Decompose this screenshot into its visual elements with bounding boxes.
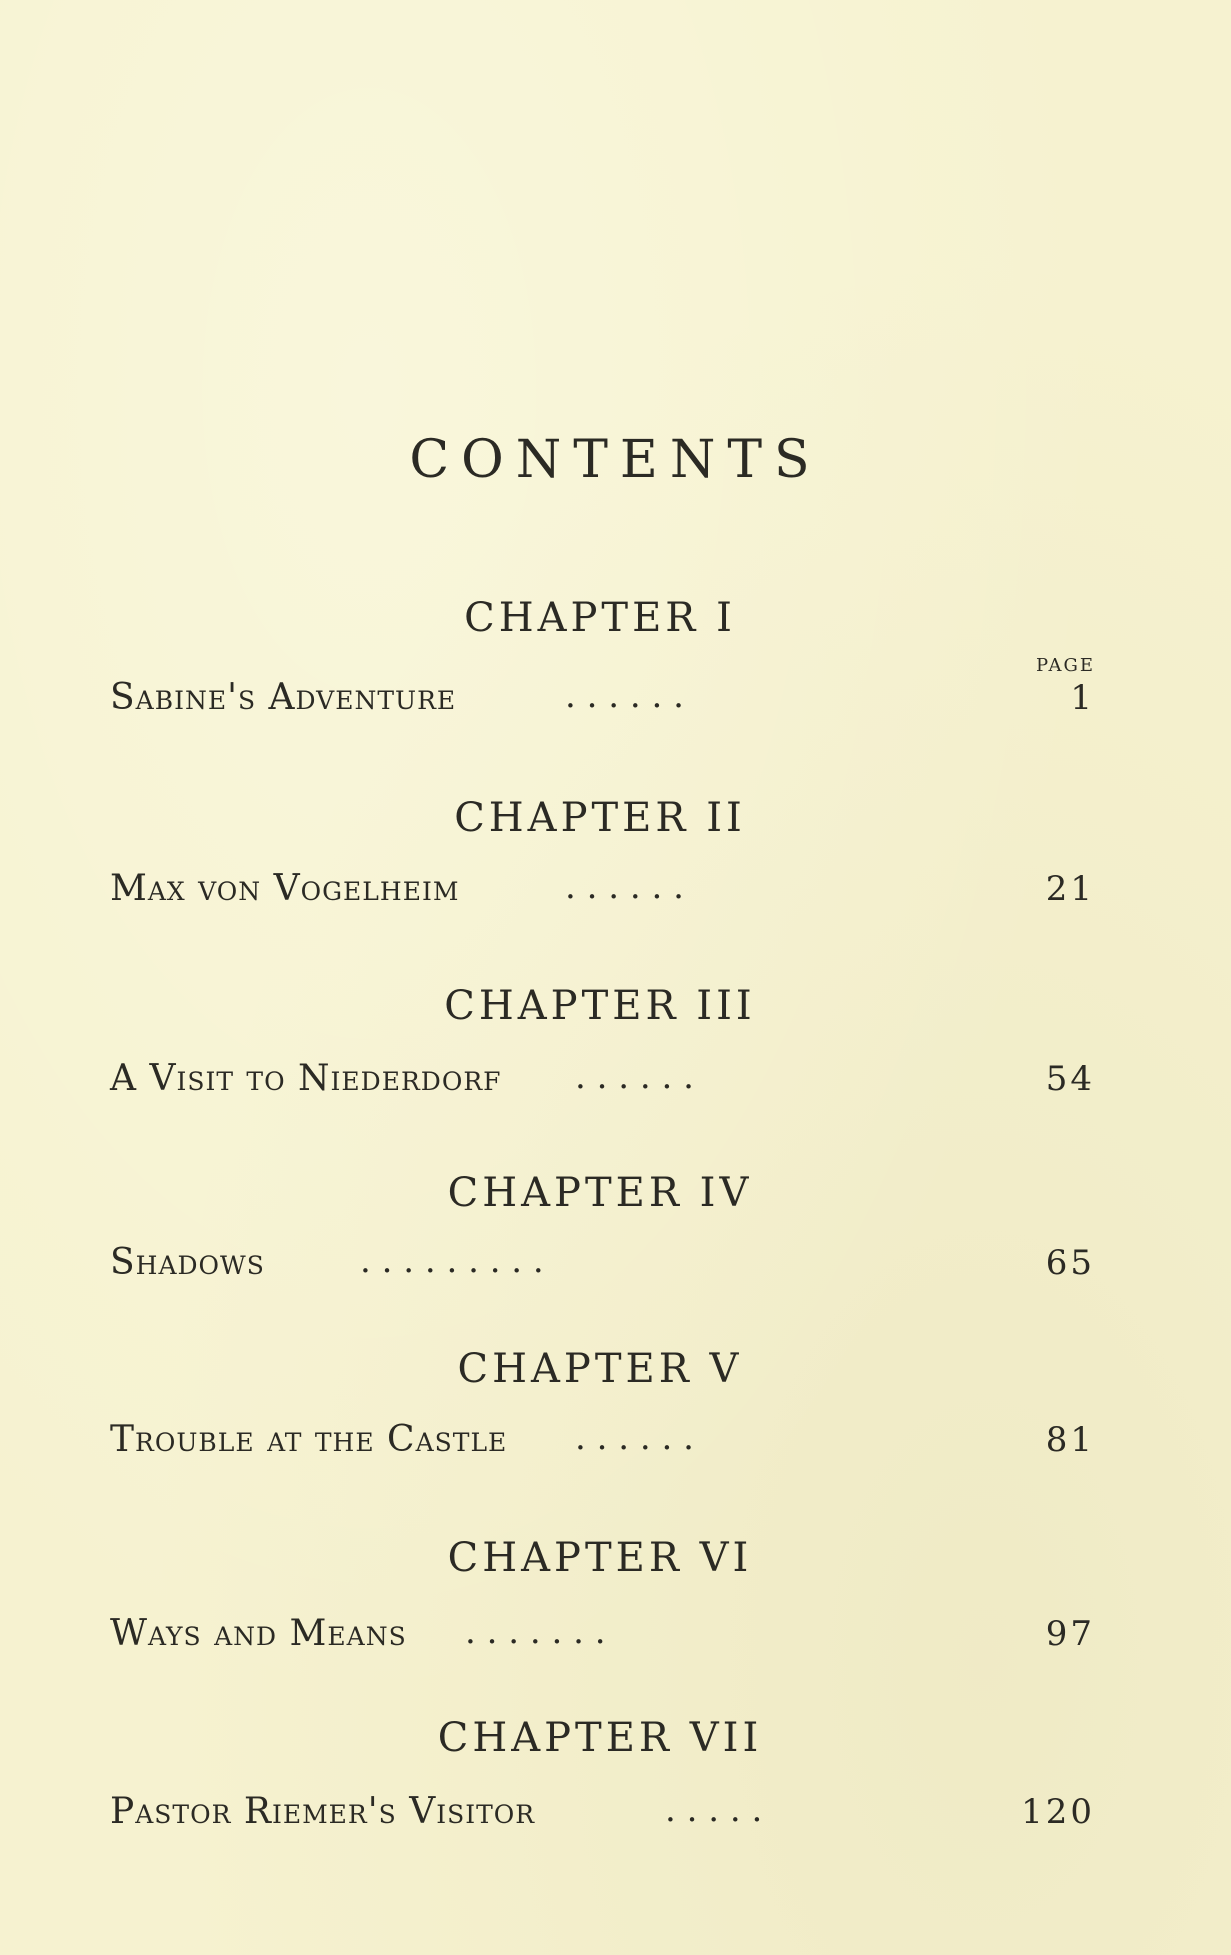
contents-title: CONTENTS <box>409 430 822 490</box>
toc-entry-6[interactable] <box>110 1608 1095 1654</box>
page-column-label: PAGE <box>1036 655 1095 676</box>
toc-entry-4[interactable] <box>110 1237 1095 1283</box>
toc-entry-title: A Visit to Niederdorf <box>110 1058 502 1099</box>
toc-leader-dots: . . . . . . . . . <box>360 1241 544 1281</box>
chapter-heading-2: CHAPTER II <box>454 795 746 841</box>
chapter-heading-3: CHAPTER III <box>444 983 756 1029</box>
toc-leader-dots: . . . . . . <box>575 1418 694 1458</box>
toc-page-number: 120 <box>1021 1792 1095 1832</box>
toc-page-number: 65 <box>1045 1243 1095 1283</box>
toc-entry-7[interactable] <box>110 1786 1095 1832</box>
toc-entry-title: Pastor Riemer's Visitor <box>110 1791 536 1832</box>
toc-entry-title: Trouble at the Castle <box>110 1419 508 1460</box>
toc-entry-5[interactable] <box>110 1414 1095 1460</box>
toc-page-number: 1 <box>1070 678 1095 718</box>
chapter-heading-1: CHAPTER I <box>464 595 736 641</box>
toc-entry-title: Max von Vogelheim <box>110 868 460 909</box>
toc-leader-dots: . . . . . <box>665 1790 763 1830</box>
toc-entry-title: Sabine's Adventure <box>110 677 457 718</box>
toc-entry-title: Shadows <box>110 1242 265 1283</box>
toc-entry-1[interactable] <box>110 672 1095 718</box>
toc-entry-3[interactable] <box>110 1053 1095 1099</box>
chapter-heading-4: CHAPTER IV <box>447 1170 753 1216</box>
chapter-heading-6: CHAPTER VI <box>447 1535 753 1581</box>
toc-page-number: 21 <box>1045 869 1095 909</box>
toc-page-number: 54 <box>1045 1059 1095 1099</box>
chapter-heading-7: CHAPTER VII <box>437 1715 763 1761</box>
toc-leader-dots: . . . . . . . <box>465 1612 606 1652</box>
toc-page-number: 81 <box>1045 1420 1095 1460</box>
toc-leader-dots: . . . . . . <box>565 867 684 907</box>
toc-leader-dots: . . . . . . <box>575 1057 694 1097</box>
toc-page-number: 97 <box>1045 1614 1095 1654</box>
toc-entry-2[interactable] <box>110 863 1095 909</box>
toc-leader-dots: . . . . . . <box>565 676 684 716</box>
chapter-heading-5: CHAPTER V <box>457 1346 743 1392</box>
toc-entry-title: Ways and Means <box>110 1613 407 1654</box>
